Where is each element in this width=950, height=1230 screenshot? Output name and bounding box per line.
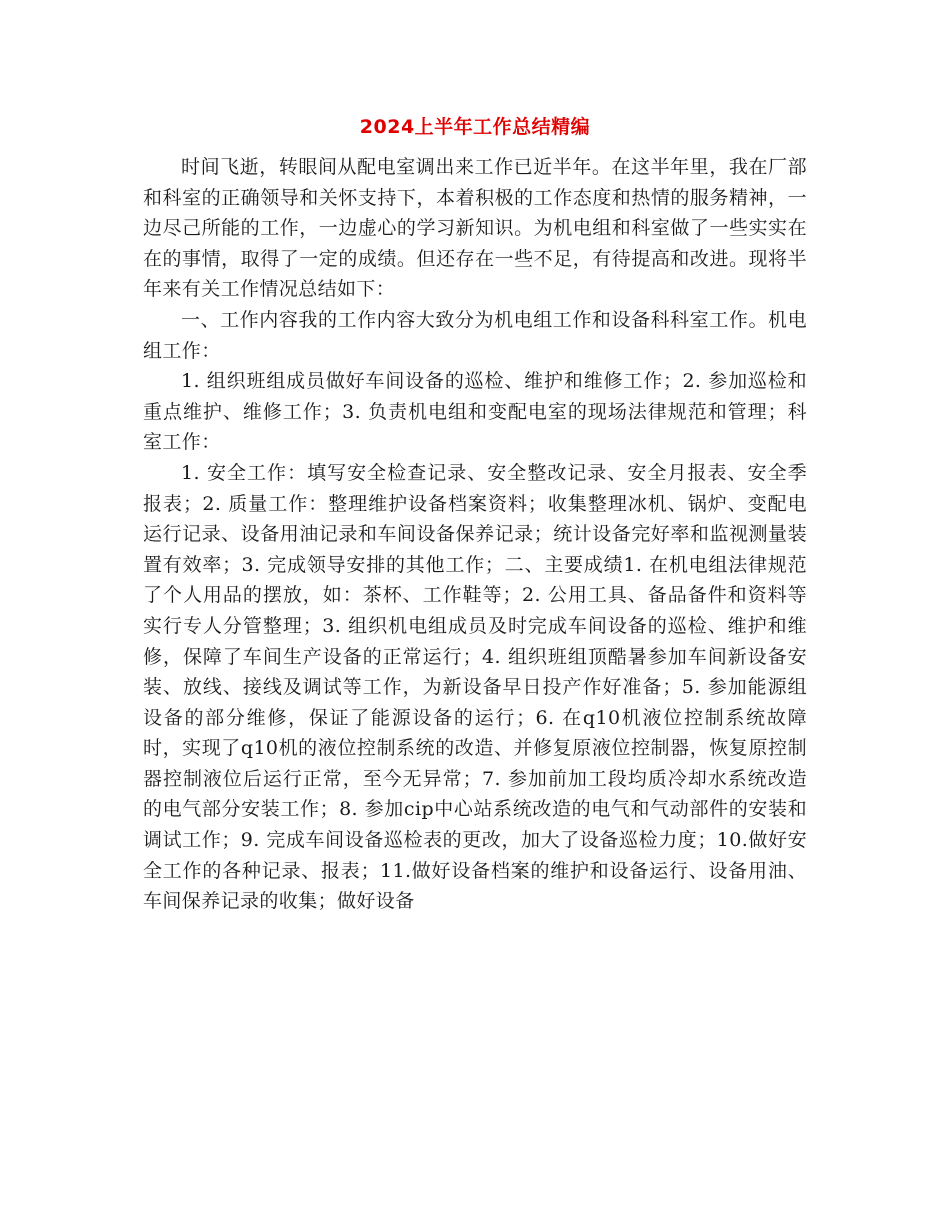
mechanical-group-tasks-paragraph: 1. 组织班组成员做好车间设备的巡检、维护和维修工作；2. 参加巡检和重点维护、维修工作；3. 负责机电组和变配电室的现场法律规范和管理；科室工作：	[143, 370, 807, 454]
document-page	[143, 110, 807, 917]
intro-paragraph: 时间飞逝，转眼间从配电室调出来工作已近半年。在这半年里，我在厂部和科室的正确领导和关怀支持下，本着积极的工作态度和热情的服务精神，一边尽己所能的工作，一边虚心的学习新知识。为机电组和科室做了一些实实在在的事情，取得了一定的成绩。但还存在一些不足，有待提高和改进。现将半年来有关工作情况总结如下：	[143, 156, 807, 301]
office-tasks-and-achievements-paragraph: 1. 安全工作：填写安全检查记录、安全整改记录、安全月报表、安全季报表；2. 质量工作：整理维护设备档案资料；收集整理冰机、锅炉、变配电运行记录、设备用油记录和车间设备保养记录；统计设备完好率和监视测量装置有效率；3. 完成领导安排的其他工作；二、主要成绩1. 在机电组法律规范了个人用品的摆放，如：茶杯、工作鞋等；2. 公用工具、备品备件和资料等实行专人分管整理；3. 组织机电组成员及时完成车间设备的巡检、维护和维修，保障了车间生产设备的正常运行；4. 组织班组顶酷暑参加车间新设备安装、放线、接线及调试等工作，为新设备早日投产作好准备；5. 参加能源组设备的部分维修，保证了能源设备的运行；6. 在q10机液位控制系统故障时，实现了q10机的液位控制系统的改造、并修复原液位控制器，恢复原控制器控制液位后运行正常，至今无异常；7. 参加前加工段均质冷却水系统改造的电气部分安装工作；8. 参加cip中心站系统改造的电气和气动部件的安装和调试工作；9. 完成车间设备巡检表的更改，加大了设备巡检力度；10.做好安全工作的各种记录、报表；11.做好设备档案的维护和设备运行、设备用油、车间保养记录的收集；做好设备	[143, 461, 807, 913]
work-content-paragraph: 一、工作内容我的工作内容大致分为机电组工作和设备科科室工作。机电组工作：	[143, 308, 807, 362]
document-title: 2024上半年工作总结精编	[359, 116, 591, 138]
